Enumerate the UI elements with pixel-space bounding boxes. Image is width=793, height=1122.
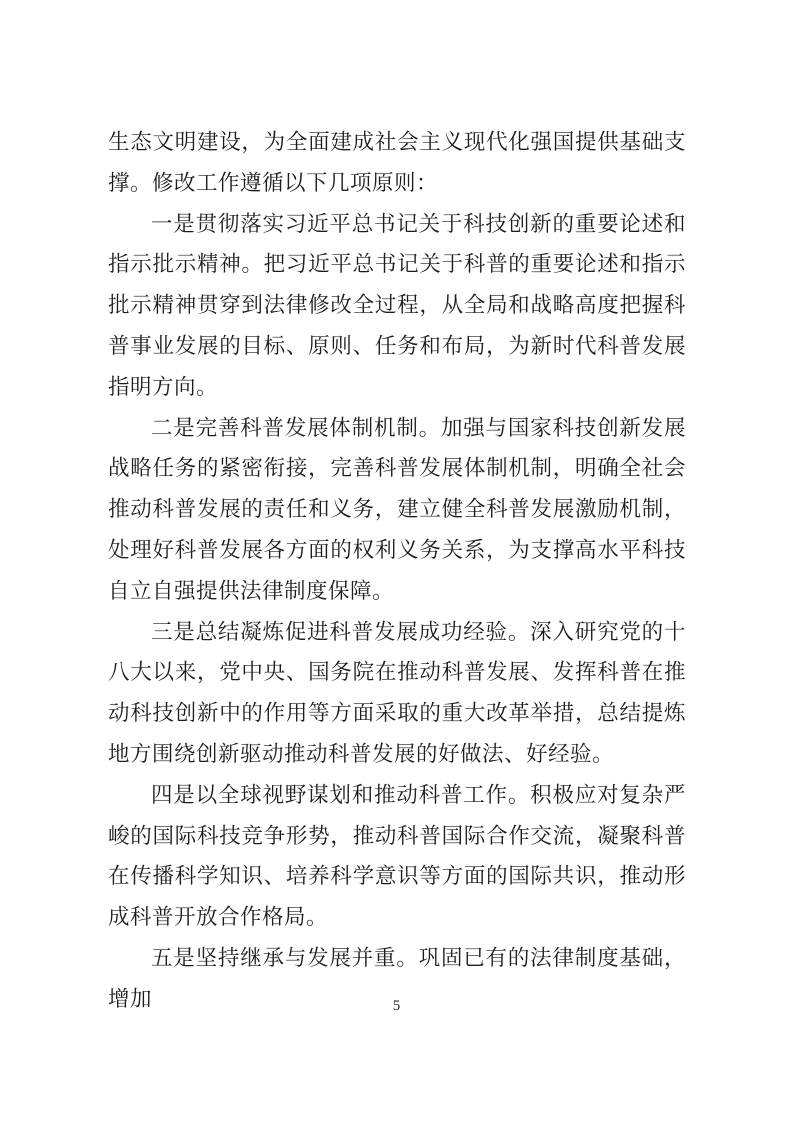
page-number: 5 bbox=[392, 998, 401, 1014]
document-body bbox=[108, 122, 686, 1020]
paragraph-principle-5: 五是坚持继承与发展并重。巩固已有的法律制度基础，增加 bbox=[108, 945, 686, 1011]
paragraph-principle-4: 四是以全球视野谋划和推动科普工作。积极应对复杂严峻的国际科技竞争形势，推动科普国际合作交流，凝聚科普在传播科学知识、培养科学意识等方面的国际共识，推动形成科普开放合作格局。 bbox=[108, 782, 686, 930]
paragraph-principle-3: 三是总结凝炼促进科普发展成功经验。深入研究党的十八大以来，党中央、国务院在推动科普发展、发挥科普在推动科技创新中的作用等方面采取的重大改革举措，总结提炼地方围绕创新驱动推动科普发展的好做法、好经验。 bbox=[108, 619, 686, 766]
paragraph-continuation: 生态文明建设，为全面建成社会主义现代化强国提供基础支撑。修改工作遵循以下几项原则： bbox=[108, 130, 686, 195]
paragraph-principle-2: 二是完善科普发展体制机制。加强与国家科技创新发展战略任务的紧密衔接，完善科普发展体制机制，明确全社会推动科普发展的责任和义务，建立健全科普发展激励机制，处理好科普发展各方面的权利义务关系，为支撑高水平科技自立自强提供法律制度保障。 bbox=[108, 415, 686, 603]
paragraph-principle-1: 一是贯彻落实习近平总书记关于科技创新的重要论述和指示批示精神。把习近平总书记关于科普的重要论述和指示批示精神贯穿到法律修改全过程，从全局和战略高度把握科普事业发展的目标、原则、任务和布局，为新时代科普发展指明方向。 bbox=[108, 211, 686, 399]
